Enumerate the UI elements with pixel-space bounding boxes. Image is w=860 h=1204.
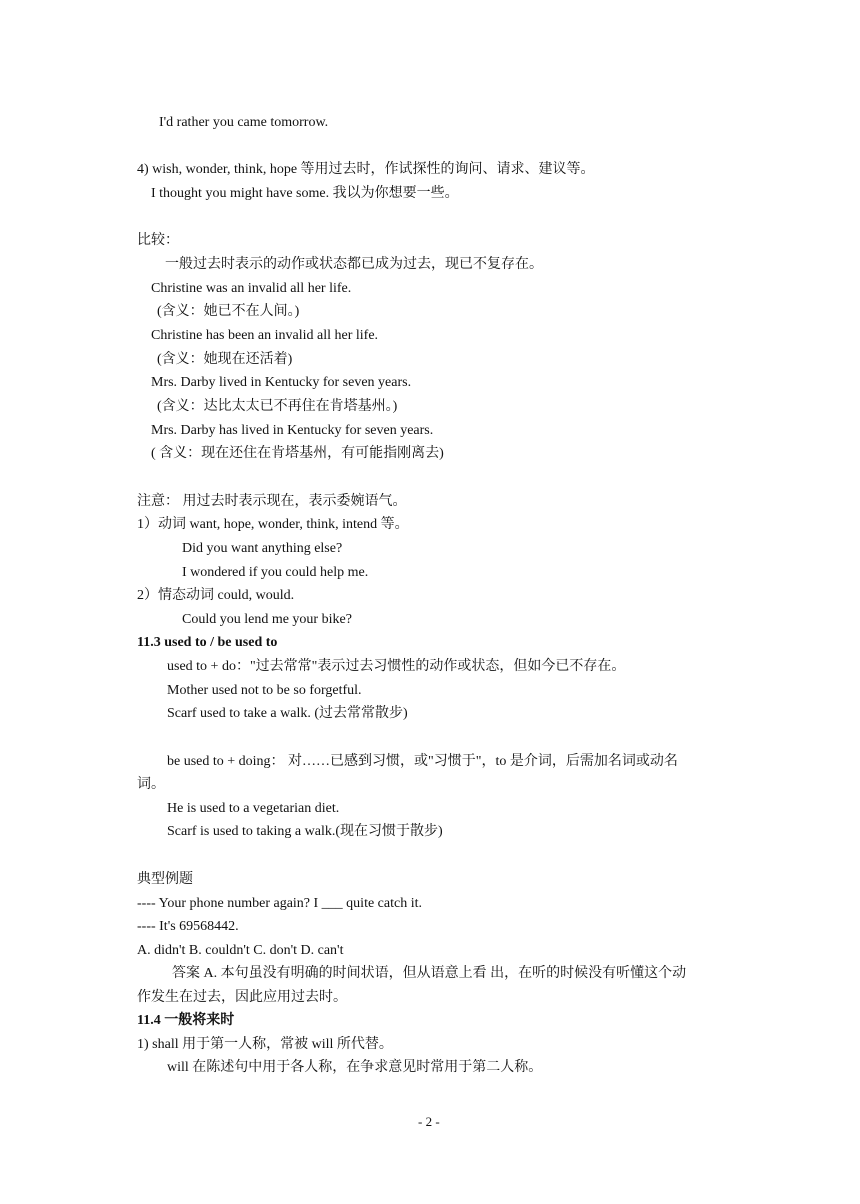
section-label: 比较： (137, 233, 179, 248)
example-sentence: Mother used not to be so forgetful. (167, 683, 362, 698)
meaning-note: ( 含义：现在还住在肯塔基州，有可能指刚离去) (151, 446, 444, 461)
explanation-text-continued: 词。 (137, 777, 165, 792)
example-sentence: He is used to a vegetarian diet. (167, 801, 340, 816)
example-sentence: I'd rather you came tomorrow. (159, 115, 329, 130)
question-line: ---- Your phone number again? I ___ quite catch it. (137, 896, 422, 911)
list-item: 1）动词 want, hope, wonder, think, intend 等。 (137, 517, 409, 532)
example-sentence: Could you lend me your bike? (182, 612, 352, 627)
example-heading: 典型例题 (137, 872, 193, 887)
note-heading: 注意： 用过去时表示现在，表示委婉语气。 (137, 494, 407, 509)
explanation-text: used to + do："过去常常"表示过去习惯性的动作或状态，但如今已不存在。 (167, 659, 626, 674)
page-number: - 2 - (418, 1114, 440, 1129)
example-sentence: I wondered if you could help me. (182, 565, 369, 580)
answer-options: A. didn't B. couldn't C. don't D. can't (137, 943, 344, 958)
list-item: 1) shall 用于第一人称，常被 will 所代替。 (137, 1037, 393, 1052)
section-heading: 11.4 一般将来时 (137, 1013, 235, 1028)
rule-heading: 4) wish, wonder, think, hope 等用过去时，作试探性的询问、请求、建议等。 (137, 162, 595, 177)
example-sentence: Christine has been an invalid all her life. (151, 328, 379, 343)
meaning-note: (含义：达比太太已不再住在肯塔基州。) (157, 399, 398, 414)
example-sentence: I thought you might have some. 我以为你想要一些。 (151, 186, 459, 201)
example-sentence: Christine was an invalid all her life. (151, 281, 352, 296)
example-sentence: Did you want anything else? (182, 541, 343, 556)
example-sentence: Mrs. Darby has lived in Kentucky for seven years. (151, 423, 434, 438)
explanation-text: 一般过去时表示的动作或状态都已成为过去，现已不复存在。 (165, 257, 543, 272)
example-sentence: Scarf used to take a walk. (过去常常散步) (167, 706, 408, 721)
meaning-note: (含义：她现在还活着) (157, 352, 293, 367)
meaning-note: (含义：她已不在人间。) (157, 304, 300, 319)
example-sentence: Mrs. Darby lived in Kentucky for seven years. (151, 375, 412, 390)
question-line: ---- It's 69568442. (137, 919, 239, 934)
example-sentence: Scarf is used to taking a walk.(现在习惯于散步) (167, 824, 443, 839)
list-item: 2）情态动词 could, would. (137, 588, 295, 603)
answer-explanation: 答案 A. 本句虽没有明确的时间状语，但从语意上看 出，在听的时候没有听懂这个动 (172, 966, 687, 981)
section-heading: 11.3 used to / be used to (137, 635, 278, 650)
explanation-text: be used to + doing： 对……已感到习惯，或"习惯于"，to 是介词，后需加名词或动名 (167, 754, 678, 769)
explanation-text: will 在陈述句中用于各人称，在争求意见时常用于第二人称。 (167, 1060, 543, 1075)
answer-explanation-continued: 作发生在过去，因此应用过去时。 (137, 990, 347, 1005)
